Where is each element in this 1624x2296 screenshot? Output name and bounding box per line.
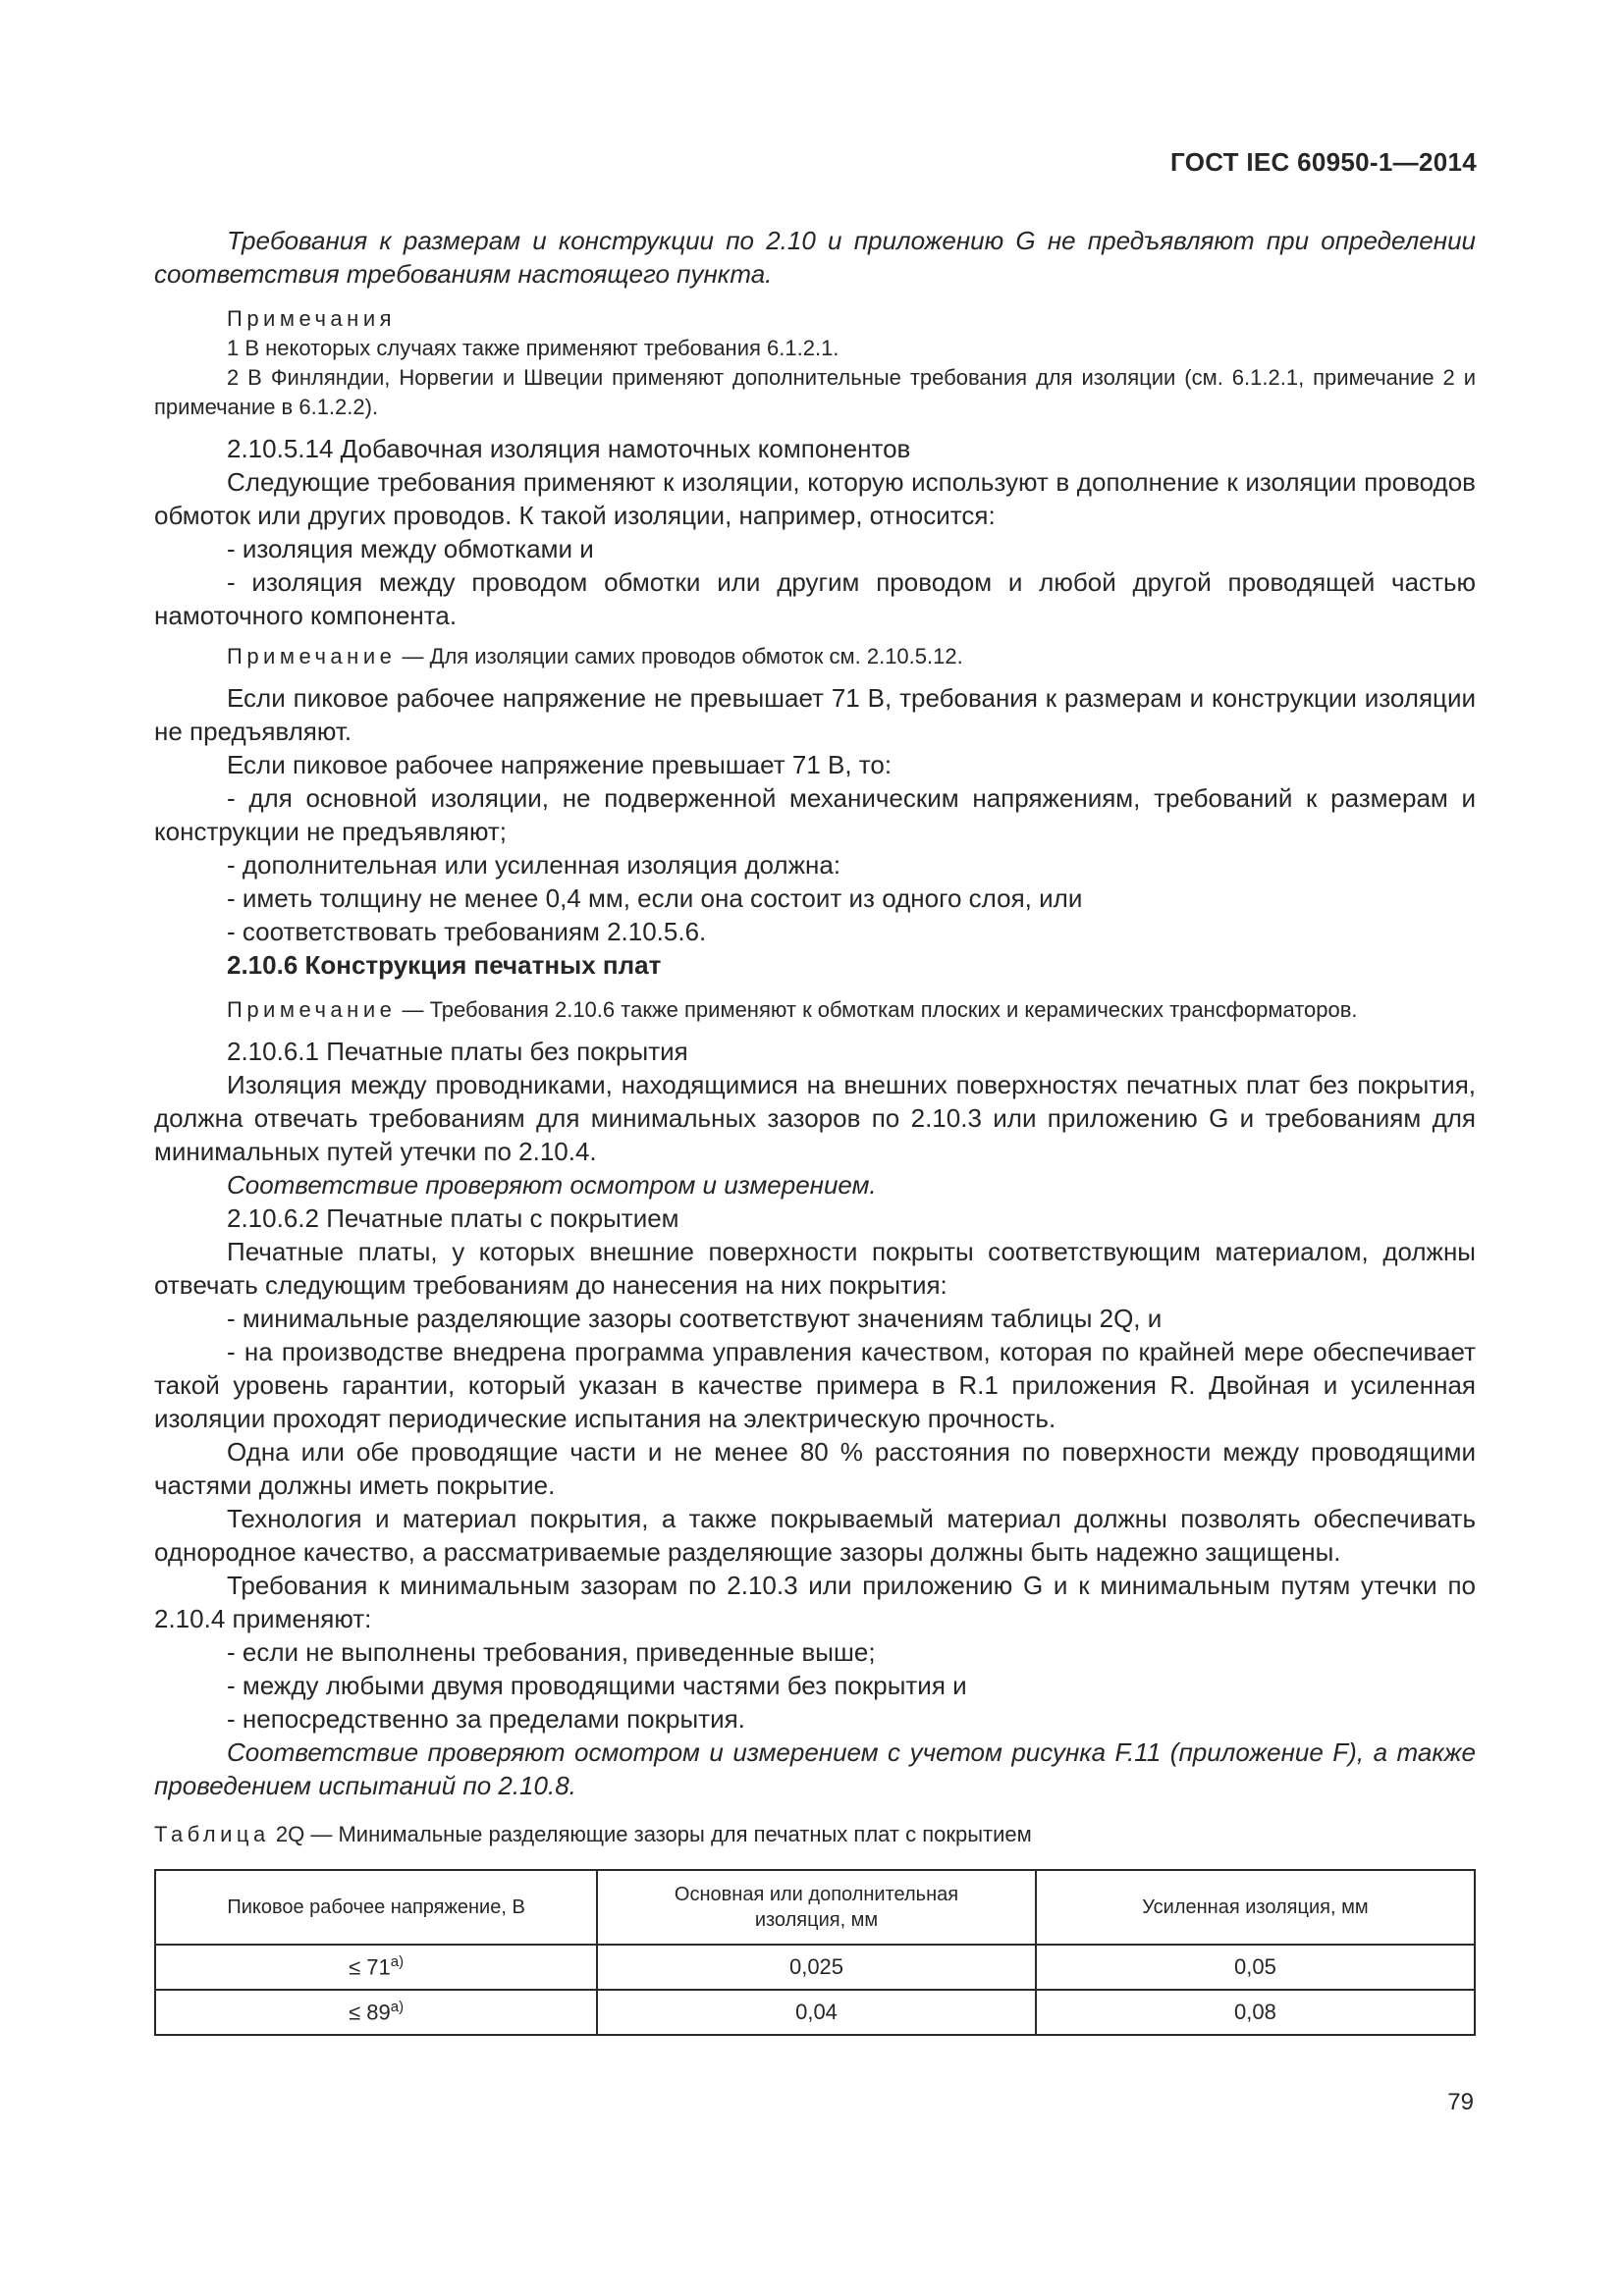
paragraph: Изоляция между проводниками, находящимися на внешних поверхностях печатных плат без покрытия, должна отвечать требованиям для минимальных зазоров по 2.10.3 или приложению G и требованиям для минимальных путей утечки по 2.10.4. (154, 1070, 1476, 1166)
table-cell: 0,05 (1036, 1945, 1475, 1990)
list-item: - соответствовать требованиям 2.10.5.6. (227, 917, 707, 946)
table-header-row (155, 1870, 1475, 1945)
table-header-cell: Усиленная изоляция, мм (1036, 1870, 1475, 1945)
list-item: - если не выполнены требования, приведенные выше; (227, 1637, 876, 1667)
footnote-marker: a) (390, 1999, 405, 2016)
list-item: - дополнительная или усиленная изоляция должна: (227, 850, 841, 880)
note-text: — Требования 2.10.6 также применяют к обмоткам плоских и керамических трансформаторов. (396, 997, 1358, 1022)
table-cell: 0,04 (597, 1990, 1036, 2035)
paragraph: Если пиковое рабочее напряжение не превышает 71 В, требования к размерам и конструкции изоляции не предъявляют. (154, 683, 1476, 746)
table-header-cell (597, 1870, 1036, 1945)
section-heading-2-10-6-2: 2.10.6.2 Печатные платы с покрытием (227, 1203, 679, 1233)
note-text: — Для изоляции самих проводов обмоток см. 2.10.5.12. (396, 644, 963, 668)
list-item: - между любыми двумя проводящими частями без покрытия и (227, 1671, 967, 1700)
voltage-value: ≤ 71 (349, 1954, 391, 1980)
paragraph: Следующие требования применяют к изоляции, которую используют в дополнение к изоляции проводов обмоток или других проводов. К такой изоляции, например, относится: (154, 467, 1476, 530)
paragraph: Технология и материал покрытия, а также покрываемый материал должны позволять обеспечивать однородное качество, а рассматриваемые разделяющие зазоры должны быть надежно защищены. (154, 1504, 1476, 1567)
paragraph: Печатные платы, у которых внешние поверхности покрыты соответствующим материалом, должны отвечать следующим требованиям до нанесения на них покрытия: (154, 1237, 1476, 1300)
section-heading-2-10-5-14: 2.10.5.14 Добавочная изоляция намоточных компонентов (227, 434, 911, 463)
page-number: 79 (1447, 2089, 1474, 2115)
section-heading-2-10-6: 2.10.6 Конструкция печатных плат (227, 950, 662, 980)
note (154, 995, 1476, 1025)
list-item: - для основной изоляции, не подверженной механическим напряжениям, требований к размерам и конструкции не предъявляют; (154, 783, 1476, 846)
paragraph: Требования к минимальным зазорам по 2.10.3 или приложению G и к минимальным путям утечки по 2.10.4 применяют: (154, 1571, 1476, 1633)
table-cell: 0,025 (597, 1945, 1036, 1990)
footnote-marker: a) (390, 1953, 405, 1971)
table-cell: 0,08 (1036, 1990, 1475, 2035)
table-row (155, 1990, 1475, 2035)
document-header: ГОСТ IEC 60950-1—2014 (1170, 147, 1477, 177)
notes-label: Примечания (227, 306, 397, 331)
list-item: - непосредственно за пределами покрытия. (227, 1704, 745, 1734)
table-row (155, 1945, 1475, 1990)
list-item: - иметь толщину не менее 0,4 мм, если она состоит из одного слоя, или (227, 883, 1083, 913)
list-item: - изоляция между проводом обмотки или другим проводом и любой другой проводящей частью намоточного компонента. (154, 567, 1476, 630)
table-header-cell: Пиковое рабочее напряжение, В (155, 1870, 597, 1945)
paragraph: Одна или обе проводящие части и не менее 80 % расстояния по поверхности между проводящими частями должны иметь покрытие. (154, 1437, 1476, 1500)
list-item: - минимальные разделяющие зазоры соответствуют значениям таблицы 2Q, и (227, 1304, 1163, 1333)
table-header-text: Основная или дополнительная изоляция, мм (674, 1884, 959, 1931)
table-cell (155, 1945, 597, 1990)
section-heading-2-10-6-1: 2.10.6.1 Печатные платы без покрытия (227, 1037, 688, 1066)
note (154, 642, 1476, 671)
page-content (154, 224, 1476, 2036)
table-caption-label: Таблица (154, 1822, 270, 1846)
list-item: - на производстве внедрена программа управления качеством, которая по крайней мере обеспечивает такой уровень гарантии, который указан в качестве примера в R.1 приложения R. Двойная и усиленная изоляции проходят периодические испытания на электрическую прочность. (154, 1337, 1476, 1433)
note-label: Примечание (227, 644, 397, 668)
table-caption (154, 1820, 1476, 1849)
note-item: 1 В некоторых случаях также применяют требования 6.1.2.1. (227, 336, 839, 360)
note-item: 2 В Финляндии, Норвегии и Швеции применяют дополнительные требования для изоляции (см. 6.1.2.1, примечание 2 и примечание в 6.1.2.2). (154, 365, 1476, 419)
voltage-value: ≤ 89 (349, 2000, 391, 2025)
note-label: Примечание (227, 997, 397, 1022)
paragraph: Соответствие проверяют осмотром и измерением. (227, 1170, 877, 1200)
paragraph: Требования к размерам и конструкции по 2.10 и приложению G не предъявляют при определении соответствия требованиям настоящего пункта. (154, 226, 1476, 289)
table-caption-text: 2Q — Минимальные разделяющие зазоры для печатных плат с покрытием (269, 1822, 1032, 1846)
list-item: - изоляция между обмотками и (227, 534, 594, 563)
paragraph: Соответствие проверяют осмотром и измерением с учетом рисунка F.11 (приложение F), а также проведением испытаний по 2.10.8. (154, 1737, 1476, 1800)
paragraph: Если пиковое рабочее напряжение превышает 71 В, то: (227, 750, 893, 779)
table-cell (155, 1990, 597, 2035)
clearance-table (154, 1869, 1476, 2036)
